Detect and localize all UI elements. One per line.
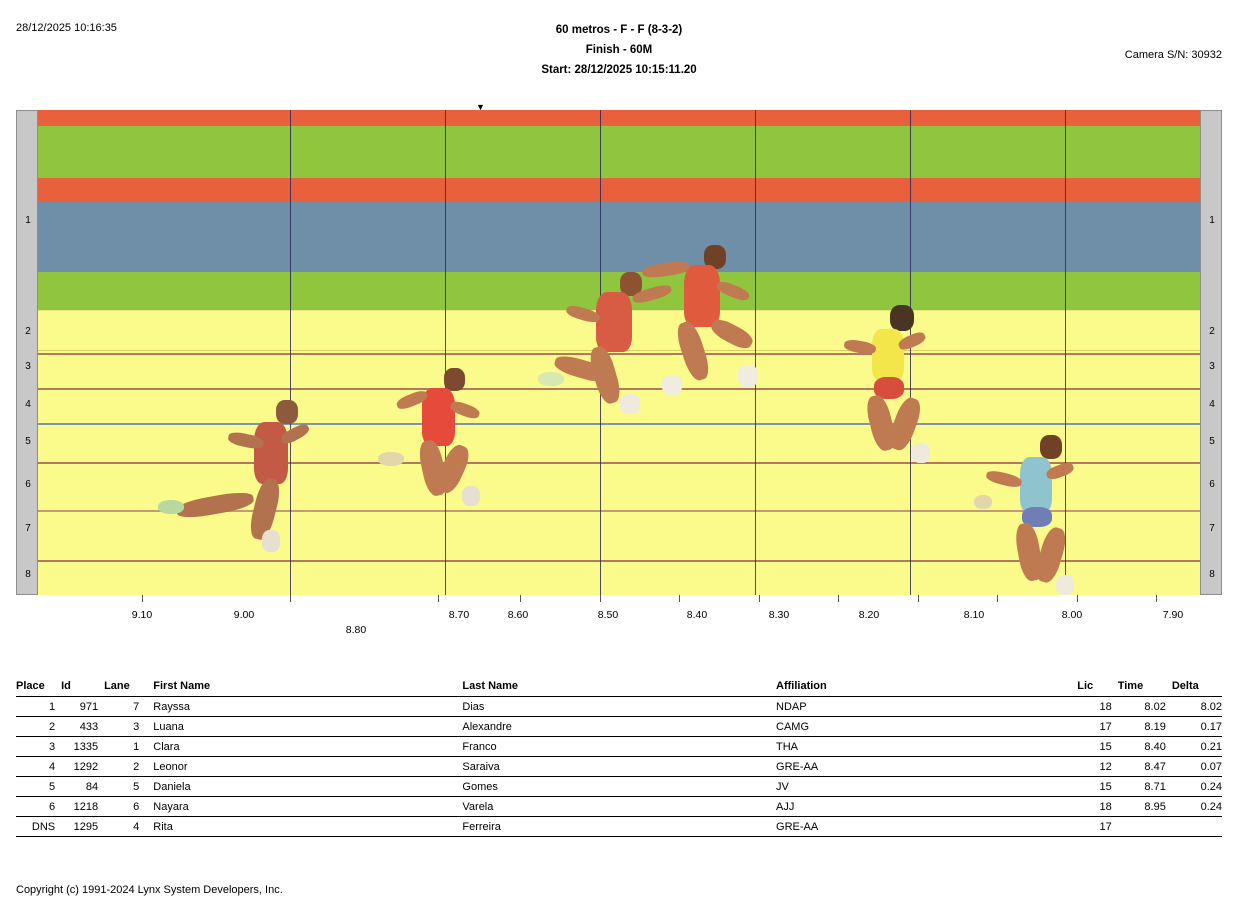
cell-id: 971 <box>61 697 104 717</box>
cell-lic: 15 <box>1077 777 1117 797</box>
cell-id: 1335 <box>61 737 104 757</box>
axis-label-8.80-low: 8.80 <box>345 624 367 636</box>
cell-first-name: Rita <box>153 817 462 837</box>
cell-last-name: Gomes <box>462 777 776 797</box>
axis-label-9.10: 9.10 <box>131 609 153 621</box>
time-gridline-8.80 <box>445 110 446 595</box>
cell-time: 8.71 <box>1118 777 1172 797</box>
col-affiliation[interactable]: Affiliation <box>776 680 1077 697</box>
col-place[interactable]: Place <box>16 680 61 697</box>
cell-lane: 3 <box>104 717 153 737</box>
axis-label-9.00: 9.00 <box>233 609 255 621</box>
cell-last-name: Varela <box>462 797 776 817</box>
axis-label-8.60: 8.60 <box>507 609 529 621</box>
finish-marker-arrow-left: ▼ <box>476 102 485 112</box>
cell-delta: 0.24 <box>1172 777 1222 797</box>
cell-lane: 7 <box>104 697 153 717</box>
lane-number-left-1: 1 <box>25 215 31 226</box>
axis-label-8.40: 8.40 <box>686 609 708 621</box>
col-lic[interactable]: Lic <box>1077 680 1117 697</box>
table-row[interactable] <box>16 697 1222 717</box>
lane-number-right-7: 7 <box>1209 523 1215 534</box>
axis-label-8.10: 8.10 <box>963 609 985 621</box>
cell-delta: 0.17 <box>1172 717 1222 737</box>
finish-strip[interactable] <box>38 110 1200 595</box>
cell-last-name: Saraiva <box>462 757 776 777</box>
cell-id: 433 <box>61 717 104 737</box>
lane-number-right-8: 8 <box>1209 569 1215 580</box>
cell-id: 84 <box>61 777 104 797</box>
cell-place: 3 <box>16 737 61 757</box>
start-label: Start: 28/12/2025 10:15:11.20 <box>541 64 697 76</box>
cell-id: 1218 <box>61 797 104 817</box>
lane-number-left-2: 2 <box>25 326 31 337</box>
cell-lic: 17 <box>1077 817 1117 837</box>
cell-lane: 4 <box>104 817 153 837</box>
axis-label-8.30: 8.30 <box>768 609 790 621</box>
band-green-upper <box>38 126 1200 178</box>
cell-delta <box>1172 817 1222 837</box>
header <box>0 0 1238 100</box>
runner-lane-7 <box>638 245 818 420</box>
results-table <box>16 680 1222 837</box>
col-first-name[interactable]: First Name <box>153 680 462 697</box>
table-row[interactable] <box>16 817 1222 837</box>
axis-label-8.50: 8.50 <box>597 609 619 621</box>
col-time[interactable]: Time <box>1118 680 1172 697</box>
cell-first-name: Leonor <box>153 757 462 777</box>
cell-lic: 18 <box>1077 697 1117 717</box>
lane-number-right-4: 4 <box>1209 399 1215 410</box>
cell-place: 4 <box>16 757 61 777</box>
table-row[interactable] <box>16 737 1222 757</box>
lane-gutter-left <box>16 110 38 595</box>
axis-label-8.00: 8.00 <box>1061 609 1083 621</box>
cell-delta: 0.07 <box>1172 757 1222 777</box>
cell-time: 8.40 <box>1118 737 1172 757</box>
cell-affiliation: THA <box>776 737 1077 757</box>
camera-serial: Camera S/N: 30932 <box>1124 49 1222 61</box>
cell-lane: 6 <box>104 797 153 817</box>
cell-affiliation: GRE-AA <box>776 757 1077 777</box>
table-row[interactable] <box>16 777 1222 797</box>
cell-affiliation: JV <box>776 777 1077 797</box>
band-orange-upper <box>38 178 1200 202</box>
cell-last-name: Alexandre <box>462 717 776 737</box>
cell-place: 1 <box>16 697 61 717</box>
cell-delta: 0.24 <box>1172 797 1222 817</box>
axis-label-8.20: 8.20 <box>858 609 880 621</box>
cell-time: 8.95 <box>1118 797 1172 817</box>
col-lane[interactable]: Lane <box>104 680 153 697</box>
cell-delta: 8.02 <box>1172 697 1222 717</box>
results-header-row <box>16 680 1222 697</box>
lane-number-left-3: 3 <box>25 361 31 372</box>
copyright-footer: Copyright (c) 1991-2024 Lynx System Developers, Inc. <box>16 884 283 896</box>
col-delta[interactable]: Delta <box>1172 680 1222 697</box>
runner-lane-1 <box>158 400 318 565</box>
runner-lane-2 <box>358 368 498 518</box>
cell-affiliation: GRE-AA <box>776 817 1077 837</box>
cell-delta: 0.21 <box>1172 737 1222 757</box>
cell-place: 5 <box>16 777 61 797</box>
cell-id: 1292 <box>61 757 104 777</box>
axis-label-7.90: 7.90 <box>1162 609 1184 621</box>
col-last-name[interactable]: Last Name <box>462 680 776 697</box>
cell-first-name: Luana <box>153 717 462 737</box>
cell-lane: 2 <box>104 757 153 777</box>
table-row[interactable] <box>16 717 1222 737</box>
photo-finish-image[interactable] <box>16 102 1222 595</box>
header-titles <box>0 20 1238 80</box>
cell-first-name: Clara <box>153 737 462 757</box>
lane-gutter-right <box>1200 110 1222 595</box>
cell-last-name: Franco <box>462 737 776 757</box>
cell-lic: 17 <box>1077 717 1117 737</box>
table-row[interactable] <box>16 757 1222 777</box>
band-orange-top <box>38 110 1200 126</box>
cell-lane: 1 <box>104 737 153 757</box>
cell-first-name: Daniela <box>153 777 462 797</box>
cell-lane: 5 <box>104 777 153 797</box>
cell-last-name: Ferreira <box>462 817 776 837</box>
cell-time: 8.47 <box>1118 757 1172 777</box>
finish-label: Finish - 60M <box>585 44 653 56</box>
cell-lic: 12 <box>1077 757 1117 777</box>
cell-first-name: Rayssa <box>153 697 462 717</box>
header-datetime: 28/12/2025 10:16:35 <box>16 22 117 34</box>
runner-lane-6 <box>828 305 958 470</box>
lane-number-right-5: 5 <box>1209 436 1215 447</box>
time-axis <box>16 595 1222 641</box>
cell-lic: 15 <box>1077 737 1117 757</box>
event-title: 60 metros - F - F (8-3-2) <box>555 24 683 36</box>
lane-number-left-7: 7 <box>25 523 31 534</box>
cell-first-name: Nayara <box>153 797 462 817</box>
cell-place: 6 <box>16 797 61 817</box>
cell-lic: 18 <box>1077 797 1117 817</box>
cell-affiliation: AJJ <box>776 797 1077 817</box>
axis-label-8.70: 8.70 <box>448 609 470 621</box>
lane-number-left-4: 4 <box>25 399 31 410</box>
cell-affiliation: CAMG <box>776 717 1077 737</box>
lane-number-left-5: 5 <box>25 436 31 447</box>
lane-number-right-3: 3 <box>1209 361 1215 372</box>
cell-place: DNS <box>16 817 61 837</box>
cell-place: 2 <box>16 717 61 737</box>
lane-number-right-2: 2 <box>1209 326 1215 337</box>
runner-lane-5 <box>968 435 1098 595</box>
lane-number-right-1: 1 <box>1209 215 1215 226</box>
lane-number-right-6: 6 <box>1209 479 1215 490</box>
cell-time <box>1118 817 1172 837</box>
cell-last-name: Dias <box>462 697 776 717</box>
lane-number-left-8: 8 <box>25 569 31 580</box>
cell-id: 1295 <box>61 817 104 837</box>
col-id[interactable]: Id <box>61 680 104 697</box>
cell-time: 8.02 <box>1118 697 1172 717</box>
lane-number-left-6: 6 <box>25 479 31 490</box>
cell-affiliation: NDAP <box>776 697 1077 717</box>
cell-time: 8.19 <box>1118 717 1172 737</box>
table-row[interactable] <box>16 797 1222 817</box>
